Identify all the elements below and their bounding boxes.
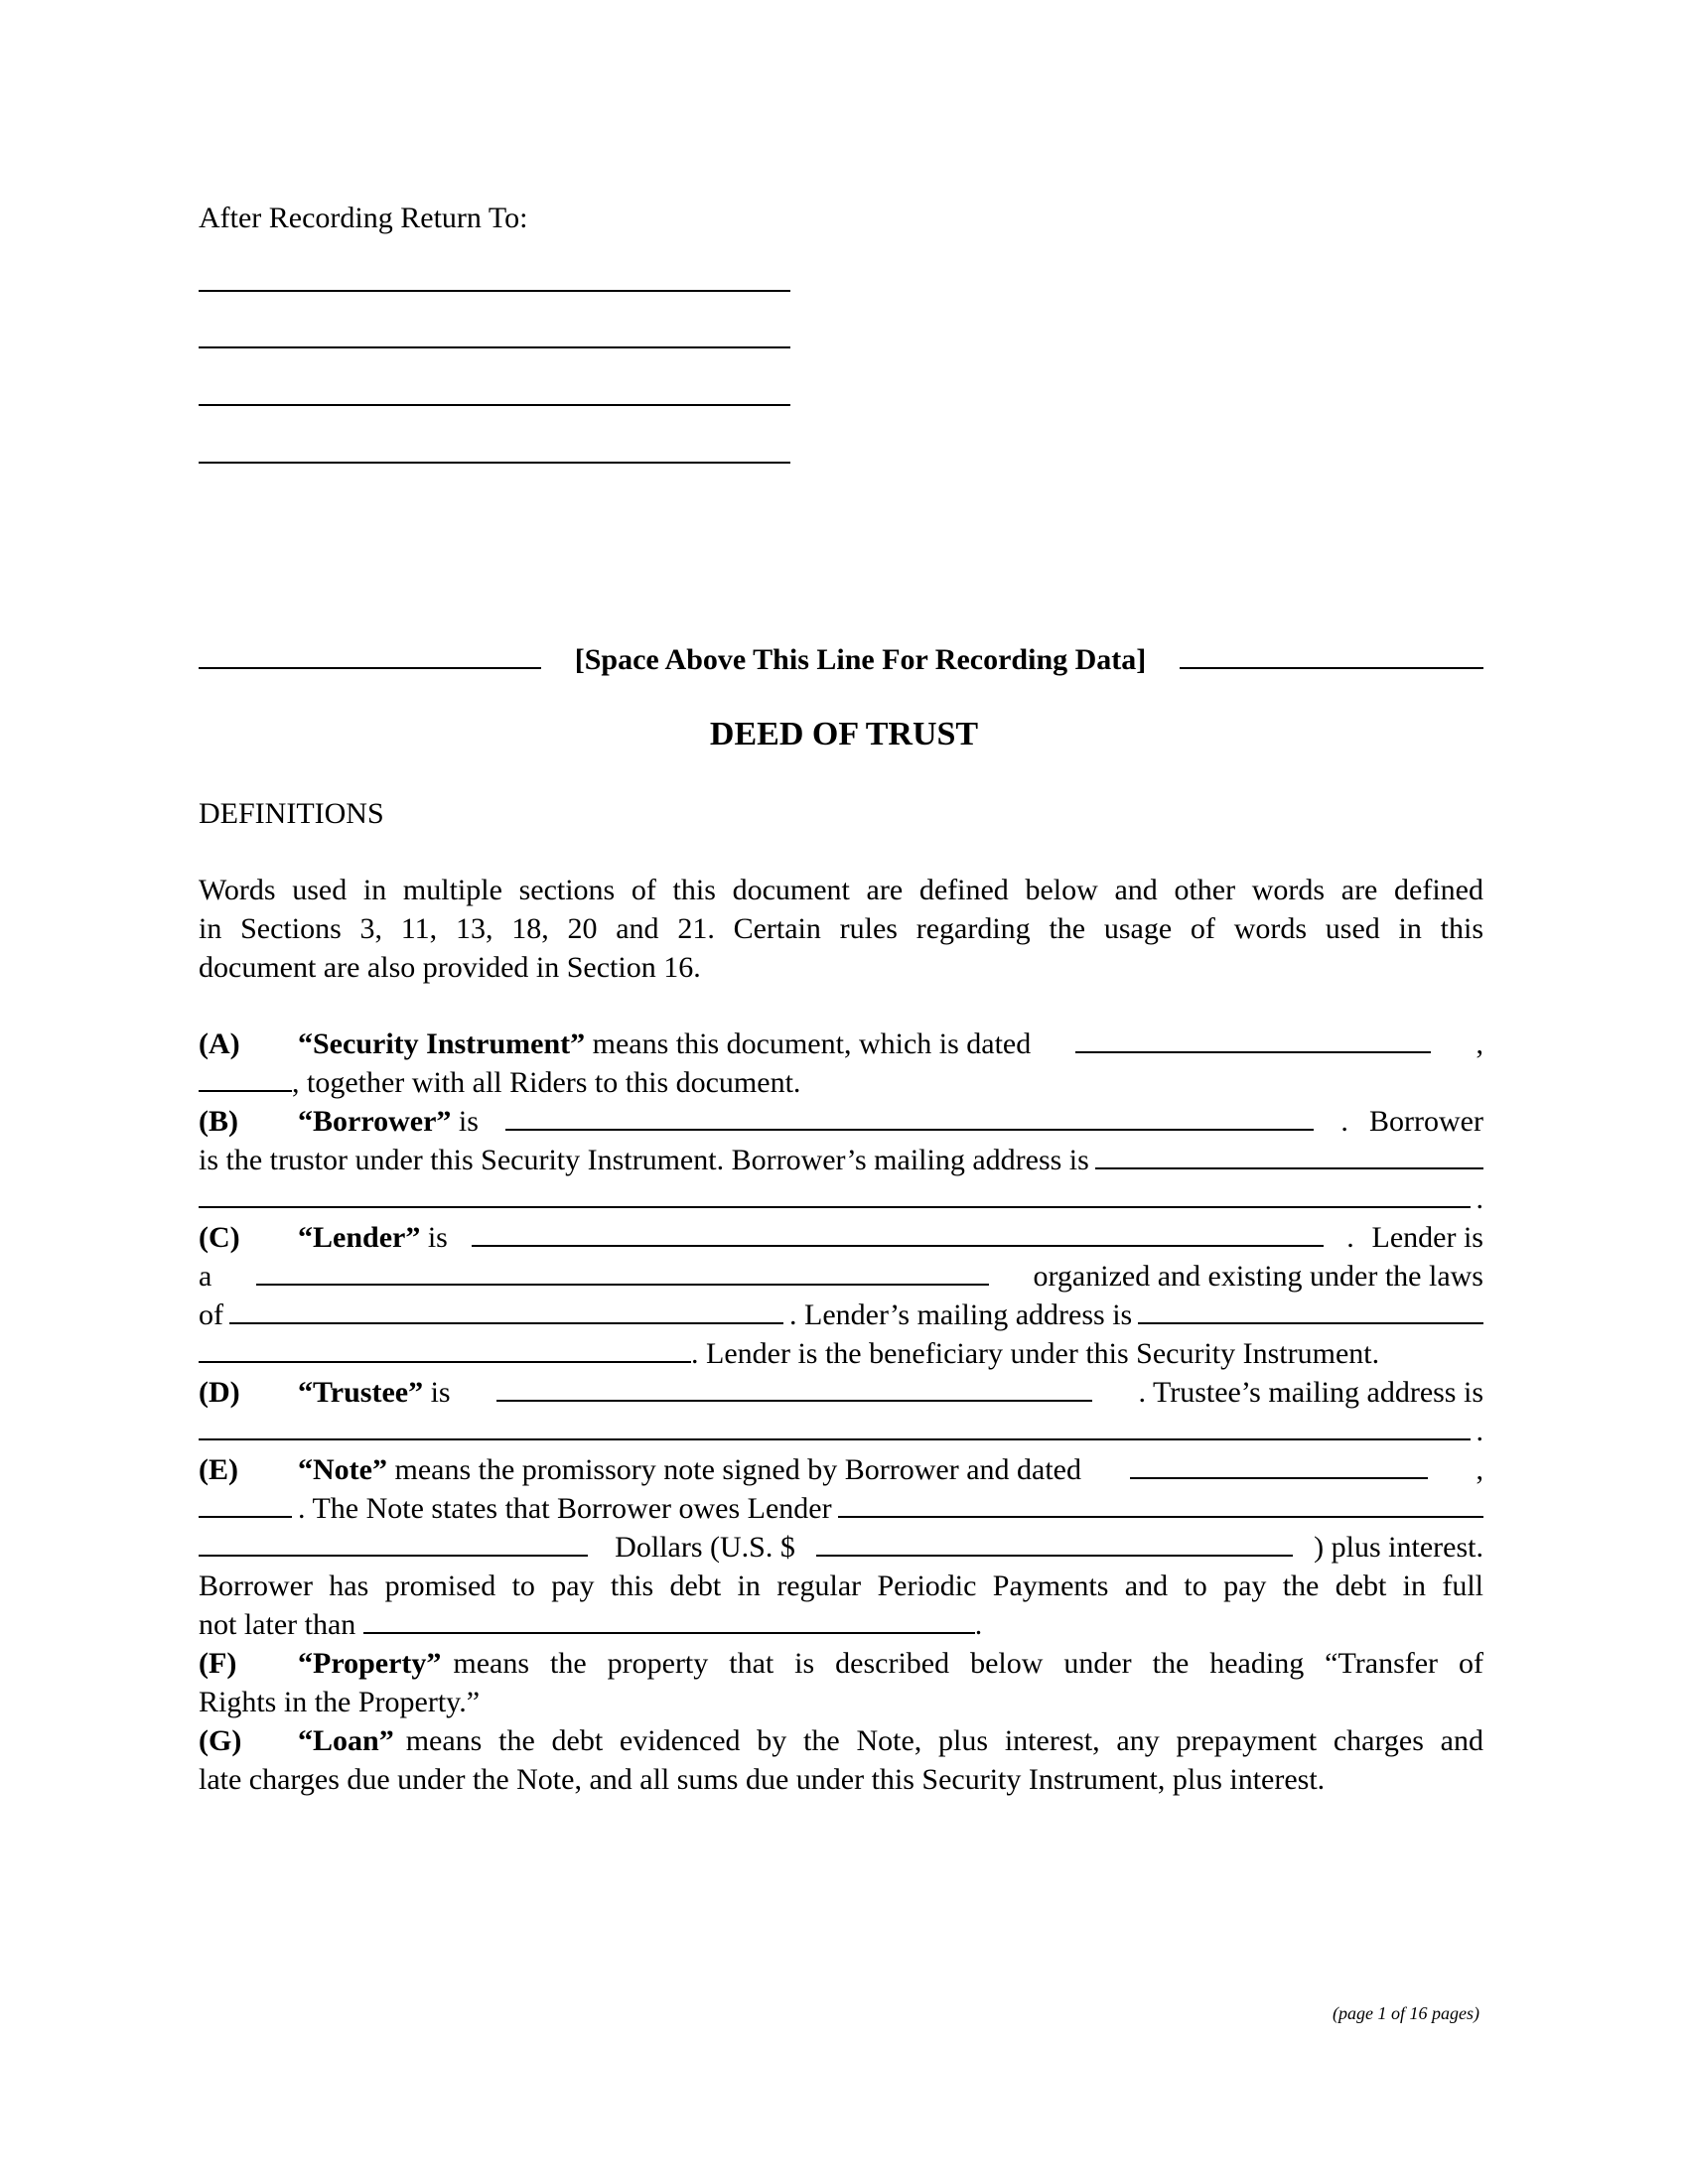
return-to-label: After Recording Return To:: [199, 202, 528, 234]
page-title: DEED OF TRUST: [709, 716, 979, 752]
definition-c-line-2: [199, 1257, 1483, 1297]
definition-a-line-2: [199, 1063, 1483, 1103]
definition-b-text-2: is the trustor under this Security Instrument. Borrower’s mailing address is: [199, 1144, 1089, 1176]
definition-e-term: “Note”: [298, 1453, 387, 1486]
definition-d: [199, 1373, 1483, 1413]
lender-entity-type-field[interactable]: [256, 1260, 989, 1286]
intro-line-2: in Sections 3, 11, 13, 18, 20 and 21. Certain rules regarding the usage of words used in this: [199, 912, 1483, 945]
debt-amount-words-field-1[interactable]: [838, 1492, 1483, 1518]
definition-g-label: (G): [199, 1724, 242, 1757]
definition-d-label: (D): [199, 1376, 240, 1409]
debt-amount-numeric-field[interactable]: [816, 1531, 1293, 1557]
definition-b: [199, 1102, 1483, 1142]
return-address-line-2[interactable]: [199, 346, 790, 348]
definition-c-period: .: [1346, 1221, 1354, 1254]
return-address-line-3[interactable]: [199, 404, 790, 406]
definition-a-term: “Security Instrument”: [298, 1027, 586, 1060]
definition-e-dollars: Dollars (U.S. $: [615, 1531, 795, 1564]
definition-c-tail: Lender is: [1371, 1221, 1483, 1254]
definition-c-a: a: [199, 1260, 212, 1293]
security-instrument-date-field[interactable]: [1075, 1027, 1431, 1053]
definition-e-owes: . The Note states that Borrower owes Lender: [298, 1492, 832, 1525]
page-number: (page 1 of 16 pages): [1333, 2003, 1479, 2023]
banner-rule-left: [199, 643, 541, 669]
maturity-date-field[interactable]: [363, 1608, 975, 1634]
definition-f-line-2: Rights in the Property.”: [199, 1686, 481, 1718]
intro-line-3: document are also provided in Section 16.: [199, 951, 701, 984]
banner-rule-right: [1180, 643, 1483, 669]
definition-e-line-3: [199, 1528, 1483, 1568]
definition-b-tail: Borrower: [1369, 1105, 1483, 1138]
recording-banner: [199, 640, 1483, 680]
definition-d-is: is: [430, 1376, 451, 1409]
definition-e-end: .: [974, 1608, 983, 1641]
definition-e-plus: ) plus interest.: [1314, 1531, 1483, 1564]
definition-c-mailing: . Lender’s mailing address is: [789, 1298, 1133, 1331]
definition-c-line-4: [199, 1334, 1483, 1374]
definition-b-line-2: [199, 1141, 1483, 1180]
definition-b-is: is: [458, 1105, 479, 1138]
definition-f-term: “Property”: [298, 1647, 442, 1680]
definition-c-label: (C): [199, 1221, 240, 1254]
definitions-heading: DEFINITIONS: [199, 797, 384, 830]
lender-address-field-1[interactable]: [1138, 1298, 1483, 1324]
definition-e-line-4: Borrower has promised to pay this debt in regular Periodic Payments and to pay the debt in full: [199, 1570, 1483, 1602]
lender-name-field[interactable]: [472, 1221, 1324, 1247]
definition-e-notlater: not later than: [199, 1608, 356, 1641]
definition-b-term: “Borrower”: [298, 1105, 452, 1138]
definition-a-comma: ,: [1476, 1027, 1483, 1060]
definition-e: [199, 1450, 1483, 1490]
return-address-line-4[interactable]: [199, 462, 790, 464]
definition-e-line-2: [199, 1489, 1483, 1529]
definition-b-line-3: [199, 1179, 1483, 1219]
definition-c-of: of: [199, 1298, 223, 1331]
return-address-line-1[interactable]: [199, 290, 790, 292]
trustee-address-field[interactable]: [199, 1415, 1471, 1440]
lender-address-field-2[interactable]: [199, 1337, 691, 1363]
definition-g-text: means the debt evidenced by the Note, plus interest, any prepayment charges and: [405, 1724, 1483, 1757]
definition-b-label: (B): [199, 1105, 238, 1138]
definition-d-line-2: [199, 1412, 1483, 1451]
definition-a-text: means this document, which is dated: [592, 1027, 1032, 1060]
intro-line-1: Words used in multiple sections of this document are defined below and other words are defined: [199, 874, 1483, 906]
note-date-field[interactable]: [1130, 1453, 1428, 1479]
definition-e-text: means the promissory note signed by Borrower and dated: [394, 1453, 1081, 1486]
definition-d-mailing: . Trustee’s mailing address is: [1138, 1376, 1483, 1409]
definition-e-line-5: [199, 1605, 1483, 1645]
lender-jurisdiction-field[interactable]: [229, 1298, 783, 1324]
definition-f: [199, 1644, 1483, 1684]
definition-f-text: means the property that is described below under the heading “Transfer of: [453, 1647, 1483, 1680]
definition-e-label: (E): [199, 1453, 238, 1486]
definition-f-label: (F): [199, 1647, 237, 1680]
definition-d-term: “Trustee”: [298, 1376, 424, 1409]
definition-a: [199, 1024, 1483, 1064]
trustee-name-field[interactable]: [496, 1376, 1092, 1402]
definition-a-label: (A): [199, 1027, 240, 1060]
definition-b-period: .: [1340, 1105, 1348, 1138]
definition-g: [199, 1721, 1483, 1761]
definition-c-beneficiary: . Lender is the beneficiary under this Security Instrument.: [691, 1337, 1380, 1370]
definition-a-text-2: , together with all Riders to this document.: [292, 1066, 801, 1099]
security-instrument-year-field[interactable]: [199, 1066, 292, 1092]
definition-g-term: “Loan”: [298, 1724, 394, 1757]
definition-b-end: .: [1476, 1182, 1483, 1215]
definition-c-term: “Lender”: [298, 1221, 421, 1254]
borrower-address-field-1[interactable]: [1095, 1144, 1483, 1169]
definition-c: [199, 1218, 1483, 1258]
definition-c-is: is: [427, 1221, 448, 1254]
debt-amount-words-field-2[interactable]: [199, 1531, 588, 1557]
definition-c-line-3: [199, 1296, 1483, 1335]
borrower-address-field-2[interactable]: [199, 1182, 1471, 1208]
definition-d-end: .: [1476, 1415, 1483, 1447]
recording-banner-text: [Space Above This Line For Recording Data]: [574, 643, 1147, 676]
definition-e-comma: ,: [1476, 1453, 1483, 1486]
note-year-field[interactable]: [199, 1492, 292, 1518]
definition-c-organized: organized and existing under the laws: [1033, 1260, 1483, 1293]
definition-g-line-2: late charges due under the Note, and all sums due under this Security Instrument, plus interest.: [199, 1763, 1326, 1796]
borrower-name-field[interactable]: [505, 1105, 1314, 1131]
